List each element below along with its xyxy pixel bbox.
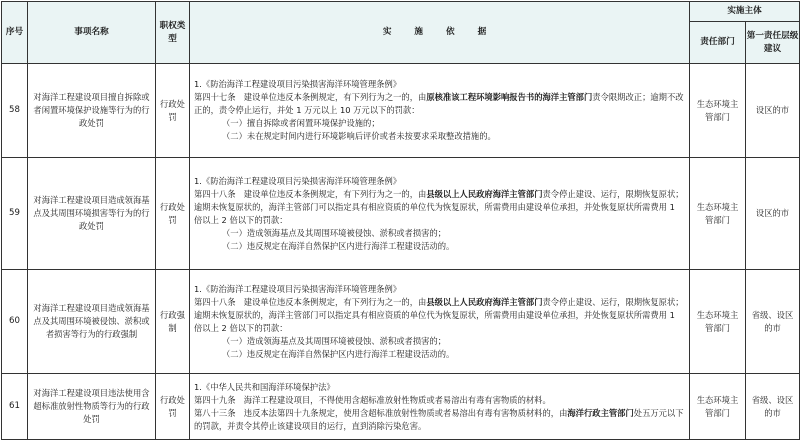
- basis-article: 第四十七条 建设单位违反本条例规定，有下列行为之一的，由原核准该工程环境影响报告书的海洋主管部门责令限期改正；逾期不改正的，责令停止运行，并处 1 万元以上 10 万元以下的罚款：: [194, 92, 684, 115]
- row-basis: [190, 270, 690, 374]
- row-name: 对海洋工程建设项目造成领海基点及其周围环境被侵蚀、淤积或者损害等行为的行政强制: [28, 270, 156, 374]
- row-basis: [190, 158, 690, 270]
- row-dept: 生态环境主管部门: [690, 374, 746, 440]
- header-name: 事项名称: [28, 2, 156, 64]
- header-dept: 责任部门: [690, 22, 746, 64]
- header-level: 第一责任层级建议: [746, 22, 800, 64]
- row-seq: 58: [2, 64, 28, 158]
- row-name: 对海洋工程建设项目违法使用含超标准放射性物质等行为的行政处罚: [28, 374, 156, 440]
- basis-item: （一）造成领海基点及其周围环境被侵蚀、淤积或者损害的；: [222, 335, 447, 346]
- basis-item: （二）违反规定在海洋自然保护区内进行海洋工程建设活动的。: [222, 240, 455, 251]
- row-basis: [190, 64, 690, 158]
- table-row: [2, 158, 800, 270]
- basis-item: （一）擅自拆除或者闲置环境保护设施的；: [222, 118, 380, 128]
- row-seq: 61: [2, 374, 28, 440]
- table-row: [2, 64, 800, 158]
- matters-table: [1, 1, 800, 440]
- row-type: 行政处罚: [156, 64, 190, 158]
- row-dept: 生态环境主管部门: [690, 64, 746, 158]
- basis-article: 第八十三条 违反本法第四十九条规定，使用含超标准放射性物质或者易溶出有毒有害物质材料的，由海洋行政主管部门处五万元以下的罚款，并责令其停止该建设项目的运行，直到消除污染危害。: [194, 407, 684, 431]
- basis-law: 1.《防治海洋工程建设项目污染损害海洋环境管理条例》: [194, 283, 402, 294]
- row-type: 行政强制: [156, 270, 190, 374]
- table-row: [2, 374, 800, 440]
- basis-article: 第四十八条 建设单位违反本条例规定，有下列行为之一的，由县级以上人民政府海洋主管部门责令停止建设、运行，限期恢复原状；逾期未恢复原状的，海洋主管部门可以指定具有相应资质的单位代为恢复原状，所需费用由建设单位承担，并处恢复原状所需费用 1 倍以上 2 倍以下的罚款：: [194, 188, 684, 225]
- basis-law: 1.《中华人民共和国海洋环境保护法》: [194, 381, 335, 392]
- row-basis: [190, 374, 690, 440]
- basis-item: （一）造成领海基点及其周围环境被侵蚀、淤积或者损害的；: [222, 227, 447, 238]
- basis-article: 第四十八条 建设单位违反本条例规定，有下列行为之一的，由县级以上人民政府海洋主管部门责令停止建设、运行，限期恢复原状；逾期未恢复原状的，海洋主管部门可以指定具有相应资质的单位代为恢复原状，所需费用由建设单位承担，并处恢复原状所需费用 1 倍以上 2 倍以下的罚款：: [194, 296, 684, 333]
- basis-law: 1.《防治海洋工程建设项目污染损害海洋环境管理条例》: [194, 175, 402, 186]
- header-seq: 序号: [2, 2, 28, 64]
- header-type: 职权类型: [156, 2, 190, 64]
- row-type: 行政处罚: [156, 374, 190, 440]
- header-subject: 实施主体: [690, 2, 800, 22]
- row-seq: 60: [2, 270, 28, 374]
- basis-article: 第四十九条 海洋工程建设项目，不得使用含超标准放射性物质或者易溶出有毒有害物质的材料。: [194, 394, 551, 405]
- row-level: 设区的市: [746, 64, 800, 158]
- row-dept: 生态环境主管部门: [690, 158, 746, 270]
- row-dept: 生态环境主管部门: [690, 270, 746, 374]
- basis-item: （二）违反规定在海洋自然保护区内进行海洋工程建设活动的。: [222, 348, 455, 359]
- row-name: 对海洋工程建设项目擅自拆除或者闲置环境保护设施等行为的行政处罚: [28, 64, 156, 158]
- row-level: 省级、设区的市: [746, 270, 800, 374]
- row-name: 对海洋工程建设项目造成领海基点及其周围环境损害等行为的行政处罚: [28, 158, 156, 270]
- header-basis: 实 施 依 据: [190, 2, 690, 64]
- basis-item: （二）未在规定时间内进行环境影响后评价或者未按要求采取整改措施的。: [222, 131, 496, 141]
- row-level: 省级、设区的市: [746, 374, 800, 440]
- basis-law: 1.《防治海洋工程建设项目污染损害海洋环境管理条例》: [194, 79, 402, 89]
- row-type: 行政处罚: [156, 158, 190, 270]
- row-seq: 59: [2, 158, 28, 270]
- table-row: [2, 270, 800, 374]
- row-level: 设区的市: [746, 158, 800, 270]
